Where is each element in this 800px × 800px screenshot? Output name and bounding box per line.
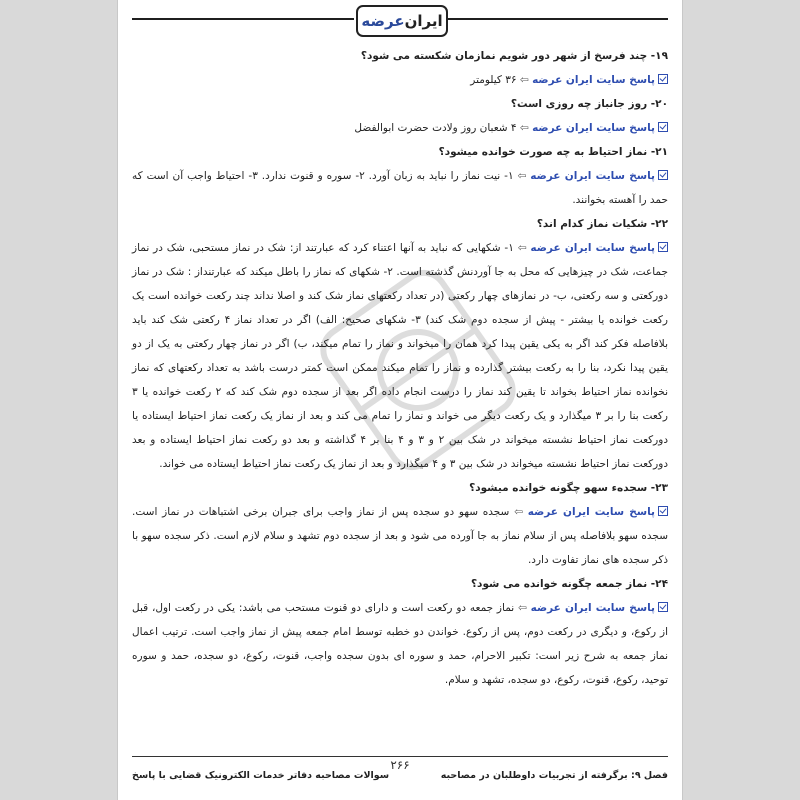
answer-21 [132,164,668,212]
logo-text-b: عرضه [361,12,405,30]
question-23: ۲۳- سجدهء سهو چگونه خوانده میشود؟ [469,482,668,494]
answer-label: پاسخ سایت ایران عرضه [530,242,655,254]
question-20: ۲۰- روز جانباز چه روزی است؟ [510,98,668,110]
checkbox-icon [658,242,668,252]
checkbox-icon [658,122,668,132]
page-number: ۲۶۶ [390,758,410,772]
document-page [118,0,682,800]
footer-book-title: سوالات مصاحبه دفاتر خدمات الکترونیک قضایی با پاسخ [132,770,390,781]
header-rule-left [132,18,354,20]
brand-logo [356,5,448,37]
answer-text: ۱- نیت نماز را نباید به زبان آورد. ۲- سوره و قنوت ندارد. ۳- احتیاط واجب آن است که حمد را آهسته بخوانند. [132,170,668,206]
checkbox-icon [658,506,668,516]
answer-label: پاسخ سایت ایران عرضه [527,506,655,518]
checkbox-icon [658,170,668,180]
answer-text: نماز جمعه دو رکعت است و دارای دو قنوت مستحب می باشد: یکی در رکعت اول، قبل از رکوع، و دیگری در رکعت دوم، پس از رکوع. خواندن دو خطبه توسط امام جمعه پیش از نماز واجب است. ترتیب اعمال نماز جمعه به شرح زیر است: تکبیر الاحرام، حمد و سوره ای بدون سجده واجب، قنوت، رکوع، دو سجده، حمد و سوره توحید، رکوع، قنوت، رکوع، دو سجده، تشهد و سلام. [132,602,668,686]
question-22: ۲۲- شکیات نماز کدام اند؟ [536,218,668,230]
answer-22 [132,236,668,476]
question-24: ۲۴- نماز جمعه چگونه خوانده می شود؟ [470,578,668,590]
arrow-icon: ⇦ [519,74,529,86]
checkbox-icon [658,602,668,612]
answer-label: پاسخ سایت ایران عرضه [532,74,655,86]
qa-content [132,44,668,692]
footer-chapter-title: فصل ۹: برگرفته از تجربیات داوطلبان در مصاحبه [440,770,668,781]
question-19: ۱۹- چند فرسخ از شهر دور شویم نمازمان شکسته می شود؟ [360,50,668,62]
arrow-icon: ⇦ [519,122,529,134]
answer-text: سجده سهو دو سجده پس از نماز واجب برای جبران برخی اشتباهات در نماز است. سجده سهو بلافاصله پس از سلام نماز به جا آورده می شود و بعد از سجده دوم تشهد و سلام لازم است. ذکر سجده سهو با ذکر سجده های نماز تفاوت دارد. [132,506,668,566]
checkbox-icon [658,74,668,84]
answer-24 [132,596,668,692]
arrow-icon: ⇦ [517,242,527,254]
answer-23 [132,500,668,572]
answer-text: ۱- شکهایی که نباید به آنها اعتناء کرد که عبارتند از: شک در نماز مستحبی، شک در نماز جماعت، شک در چیزهایی که محل به جا آوردنش گذشته است. ۲- شکهای که نماز را باطل میکند که عبارتنداز : شک در نماز دورکعتی و سه رکعتی، ب- در نمازهای چهار رکعتی (در تعداد رکعتهای نماز شک کند و اصلا نداند چند رکعت خوانده است یک رکعت خوانده یا بیشتر - پیش از سجده دوم شک کند) ۳- شکهای صحیح: الف) اگر در تعداد نماز ۴ رکعتی شک کند باید بلافاصله فکر کند اگر به یکی یقین پیدا کرد همان را میخواند و نماز را تمام میکند، ب) اگر در نماز چهار رکعتی به یک از دو یقین پیدا نکرد، بنا را به رکعت بیشتر گذارده و نماز را تمام میکند ممکن است کمتر درست باشد به تعداد رکعتهای که نماز نخوانده نماز احتیاط بخواند تا یقین کند نماز را درست انجام داده اگر بعد از سجده دوم شک کند که ۲ رکعت خوانده یا ۳ رکعت بنا را بر ۳ میگذارد و یک رکعت دیگر می خواند و نماز را تمام می کند و بعد از نماز یک رکعت نماز احتیاط ایستاده یا دورکعت نماز احتیاط نشسته میخواند در شک بین ۲ و ۳ و ۴ بنا بر ۴ گذاشته و بعد دو رکعت نماز احتیاط ایستاده و بعد دورکعت نماز احتیاط نشسته میخواند در شک بین ۳ و ۴ میگذارد و بعد از نماز یک رکعت نماز احتیاط ایستاده می خواند. [132,242,668,470]
answer-text: ۳۶ کیلومتر [470,74,517,86]
answer-label: پاسخ سایت ایران عرضه [530,602,655,614]
page-header [118,0,682,40]
arrow-icon: ⇦ [517,170,527,182]
answer-label: پاسخ سایت ایران عرضه [532,122,655,134]
answer-19 [132,68,668,92]
question-21: ۲۱- نماز احتیاط به چه صورت خوانده میشود؟ [438,146,668,158]
answer-20 [132,116,668,140]
answer-text: ۴ شعبان روز ولادت حضرت ابوالفضل [354,122,517,134]
arrow-icon: ⇦ [514,506,523,518]
footer-rule [132,756,668,757]
header-rule-right [446,18,668,20]
answer-label: پاسخ سایت ایران عرضه [530,170,655,182]
logo-text-a: ایران [404,12,443,30]
arrow-icon: ⇦ [518,602,527,614]
